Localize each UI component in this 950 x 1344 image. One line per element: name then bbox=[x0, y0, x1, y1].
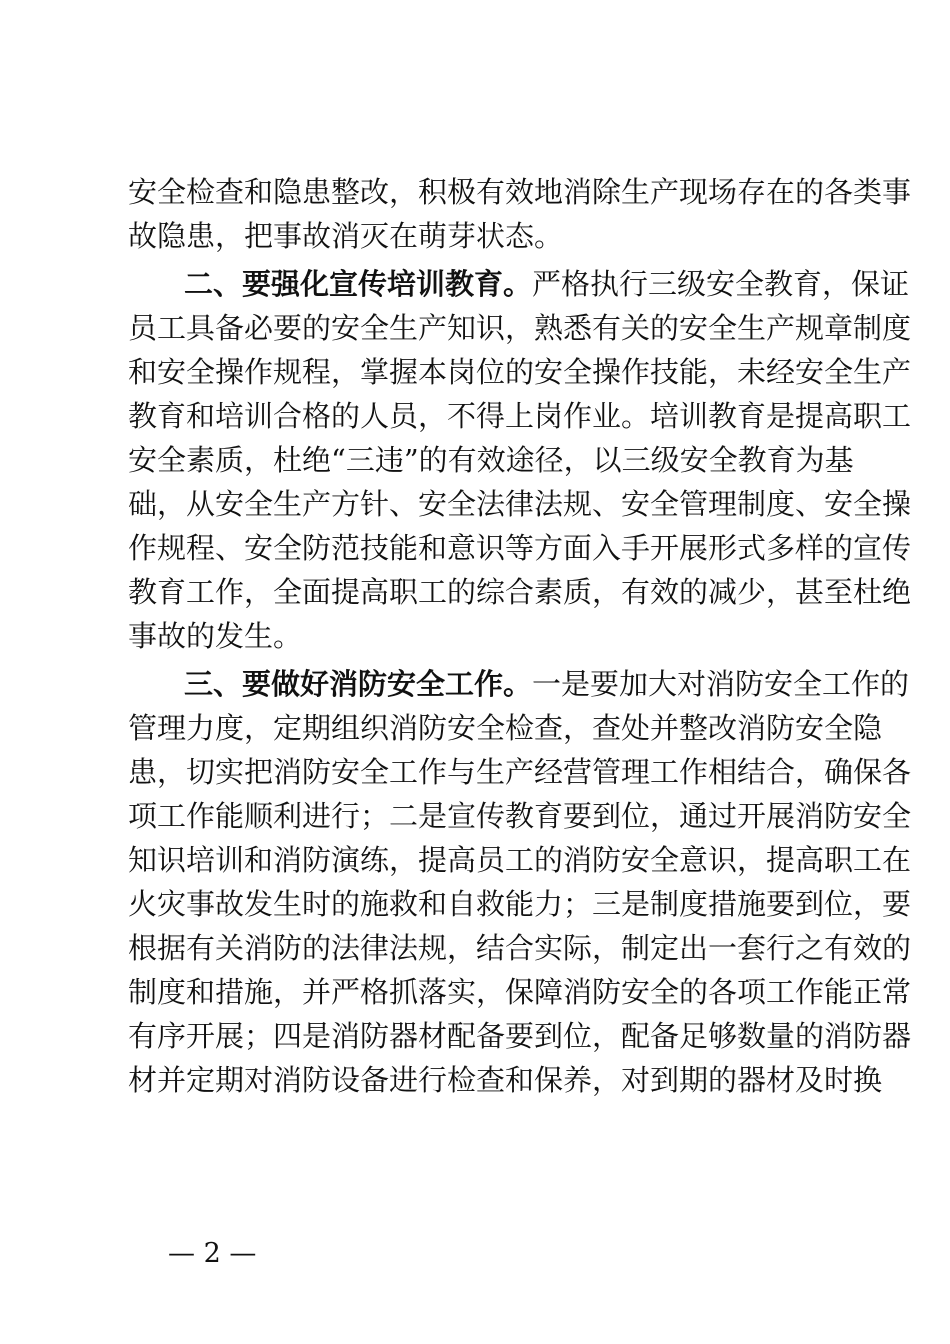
paragraph-line: 故隐患，把事故消灭在萌芽状态。 bbox=[128, 219, 564, 253]
paragraph-line: 火灾事故发生时的施救和自救能力；三是制度措施要到位，要 bbox=[128, 887, 912, 921]
paragraph-line: 项工作能顺利进行；二是宣传教育要到位，通过开展消防安全 bbox=[128, 799, 912, 833]
paragraph-text: 严格执行三级安全教育，保证 bbox=[532, 267, 910, 301]
paragraph-line: 事故的发生。 bbox=[128, 619, 303, 653]
paragraph-text: 一是要加大对消防安全工作的 bbox=[532, 667, 910, 701]
paragraph-line: 制度和措施，并严格抓落实，保障消防安全的各项工作能正常 bbox=[128, 975, 912, 1009]
paragraph-line: 作规程、安全防范技能和意识等方面入手开展形式多样的宣传 bbox=[128, 531, 912, 565]
paragraph-line: 患，切实把消防安全工作与生产经营管理工作相结合，确保各 bbox=[128, 755, 912, 789]
paragraph-line: 教育和培训合格的人员，不得上岗作业。培训教育是提高职工 bbox=[128, 399, 912, 433]
paragraph-first-line bbox=[184, 662, 910, 706]
paragraph-line: 安全素质，杜绝“三违”的有效途径，以三级安全教育为基 bbox=[128, 443, 854, 477]
paragraph-line: 管理力度，定期组织消防安全检查，查处并整改消防安全隐 bbox=[128, 711, 883, 745]
paragraph-line: 和安全操作规程，掌握本岗位的安全操作技能，未经安全生产 bbox=[128, 355, 912, 389]
paragraph-line: 员工具备必要的安全生产知识，熟悉有关的安全生产规章制度 bbox=[128, 311, 912, 345]
section-heading: 二、要强化宣传培训教育。 bbox=[184, 267, 533, 301]
paragraph-first-line bbox=[184, 262, 910, 306]
paragraph-line: 材并定期对消防设备进行检查和保养，对到期的器材及时换 bbox=[128, 1063, 883, 1097]
paragraph-line: 教育工作，全面提高职工的综合素质，有效的减少，甚至杜绝 bbox=[128, 575, 912, 609]
paragraph-line: 有序开展；四是消防器材配备要到位，配备足够数量的消防器 bbox=[128, 1019, 912, 1053]
paragraph-line: 知识培训和消防演练，提高员工的消防安全意识，提高职工在 bbox=[128, 843, 912, 877]
paragraph-line: 安全检查和隐患整改，积极有效地消除生产现场存在的各类事 bbox=[128, 175, 912, 209]
page-number: — 2 — bbox=[168, 1238, 257, 1269]
paragraph-line: 根据有关消防的法律法规，结合实际，制定出一套行之有效的 bbox=[128, 931, 912, 965]
paragraph-line: 础，从安全生产方针、安全法律法规、安全管理制度、安全操 bbox=[128, 487, 912, 521]
section-heading: 三、要做好消防安全工作。 bbox=[184, 667, 533, 701]
